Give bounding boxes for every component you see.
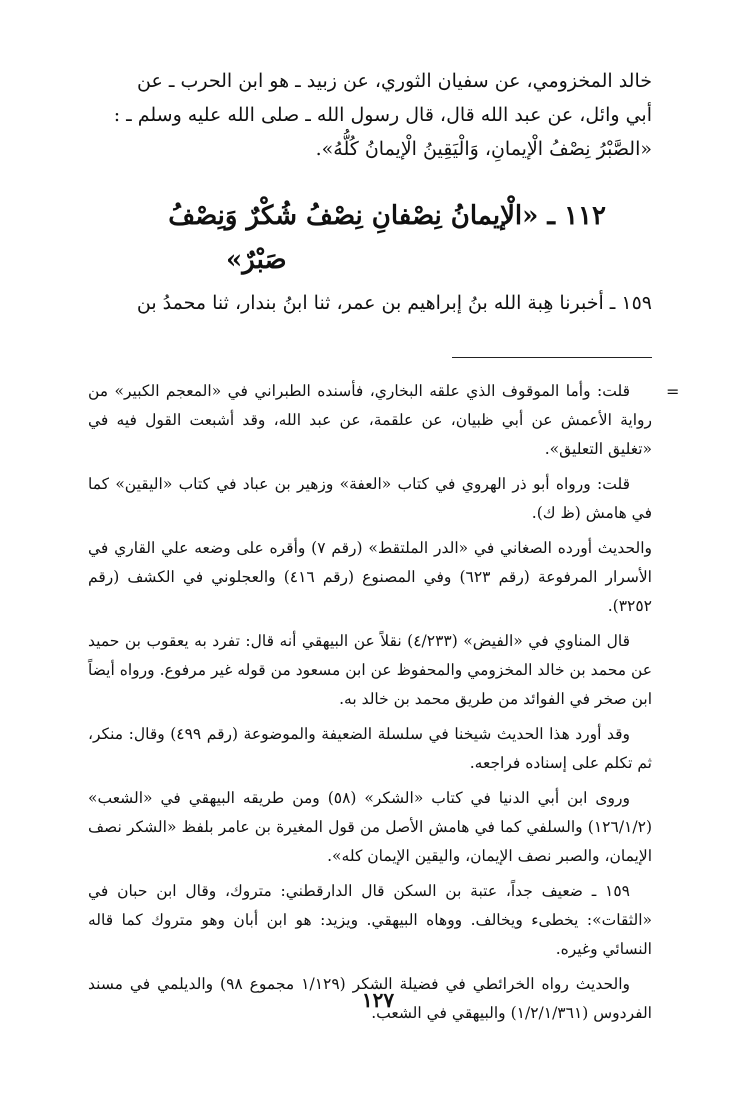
main-text-line: خالد المخزومي، عن سفيان الثوري، عن زبيد ـ هو ابن الحرب ـ عن bbox=[137, 70, 652, 92]
footnotes-block bbox=[88, 377, 652, 1034]
footnote-divider bbox=[452, 357, 652, 358]
footnote-paragraph: والحديث أورده الصغاني في «الدر الملتقط» (رقم ٧) وأقره على وضعه علي القاري في الأسرار المرفوعة (رقم ٦٢٣) وفي المصنوع (رقم ٤١٦) والعجلوني في الكشف (رقم ٣٢٥٢). bbox=[88, 539, 652, 615]
footnote-paragraph: قال المناوي في «الفيض» (٤/٢٣٣) نقلاً عن البيهقي أنه قال: تفرد به يعقوب بن حميد عن محمد بن خالد المخزومي والمحفوظ عن ابن مسعود من قوله غير مرفوع. ورواه أيضاً ابن صخر في الفوائد من طريق محمد بن خالد به. bbox=[88, 632, 652, 708]
heading-line: ١١٢ ـ «الْإيمانُ نِصْفانِ نِصْفُ شُكْرٌ وَنِصْفُ bbox=[168, 201, 606, 231]
footnote-paragraph: قلت: ورواه أبو ذر الهروي في كتاب «العفة» وزهير بن عباد في كتاب «اليقين» كما في هامش (ظ ك). bbox=[88, 475, 652, 522]
main-text-block bbox=[92, 64, 652, 166]
main-text-line: أبي وائل، عن عبد الله قال، قال رسول الله ـ صلى الله عليه وسلم ـ : bbox=[113, 104, 652, 126]
hadith-heading-112 bbox=[166, 194, 606, 282]
footnote-paragraph: والحديث رواه الخرائطي في فضيلة الشكر (١/١٢٩ مجموع ٩٨) والديلمي في مسند الفردوس (١/٢/١/٣٦١) والبيهقي في الشعب. bbox=[88, 975, 652, 1022]
footnote-paragraph: قلت: وأما الموقوف الذي علقه البخاري، فأسنده الطبراني في «المعجم الكبير» من رواية الأعمش عن أبي ظبيان، عن علقمة، عن عبد الله، وقد أشبعت القول فيه في «تغليق التعليق». bbox=[88, 382, 652, 458]
hadith-159-text: ١٥٩ ـ أخبرنا هِبة الله بنُ إبراهيم بن عمر، ثنا ابنُ بندار، ثنا محمدُ بن bbox=[136, 292, 652, 314]
footnote-paragraph: ١٥٩ ـ ضعيف جداً، عتبة بن السكن قال الدارقطني: متروك، وقال ابن حبان في «الثقات»: يخطىء ويخالف. ووهاه البيهقي. ويزيد: هو ابن أبان وهو متروك كما قاله النسائي وغيره. bbox=[88, 882, 652, 958]
continuation-mark: = bbox=[666, 382, 680, 401]
footnote-paragraph: وقد أورد هذا الحديث شيخنا في سلسلة الضعيفة والموضوعة (رقم ٤٩٩) وقال: منكر، ثم تكلم على إسناده فراجعه. bbox=[88, 725, 652, 772]
main-text-line: «الصَّبْرُ نِصْفُ الْإيمانِ، وَالْيَقِينُ الْإيمانُ كُلُّهُ». bbox=[315, 138, 652, 160]
footnote-paragraph: وروى ابن أبي الدنيا في كتاب «الشكر» (٥٨) ومن طريقه البيهقي في «الشعب» (١٢٦/١/٢) والسلفي كما في هامش الأصل من قول المغيرة بن عامر بلفظ «الشكر نصف الإيمان، والصبر نصف الإيمان، واليقين الإيمان كله». bbox=[88, 789, 652, 865]
page-number: ١٢٧ bbox=[361, 988, 395, 1012]
heading-line: صَبْرٌ» bbox=[226, 245, 287, 275]
